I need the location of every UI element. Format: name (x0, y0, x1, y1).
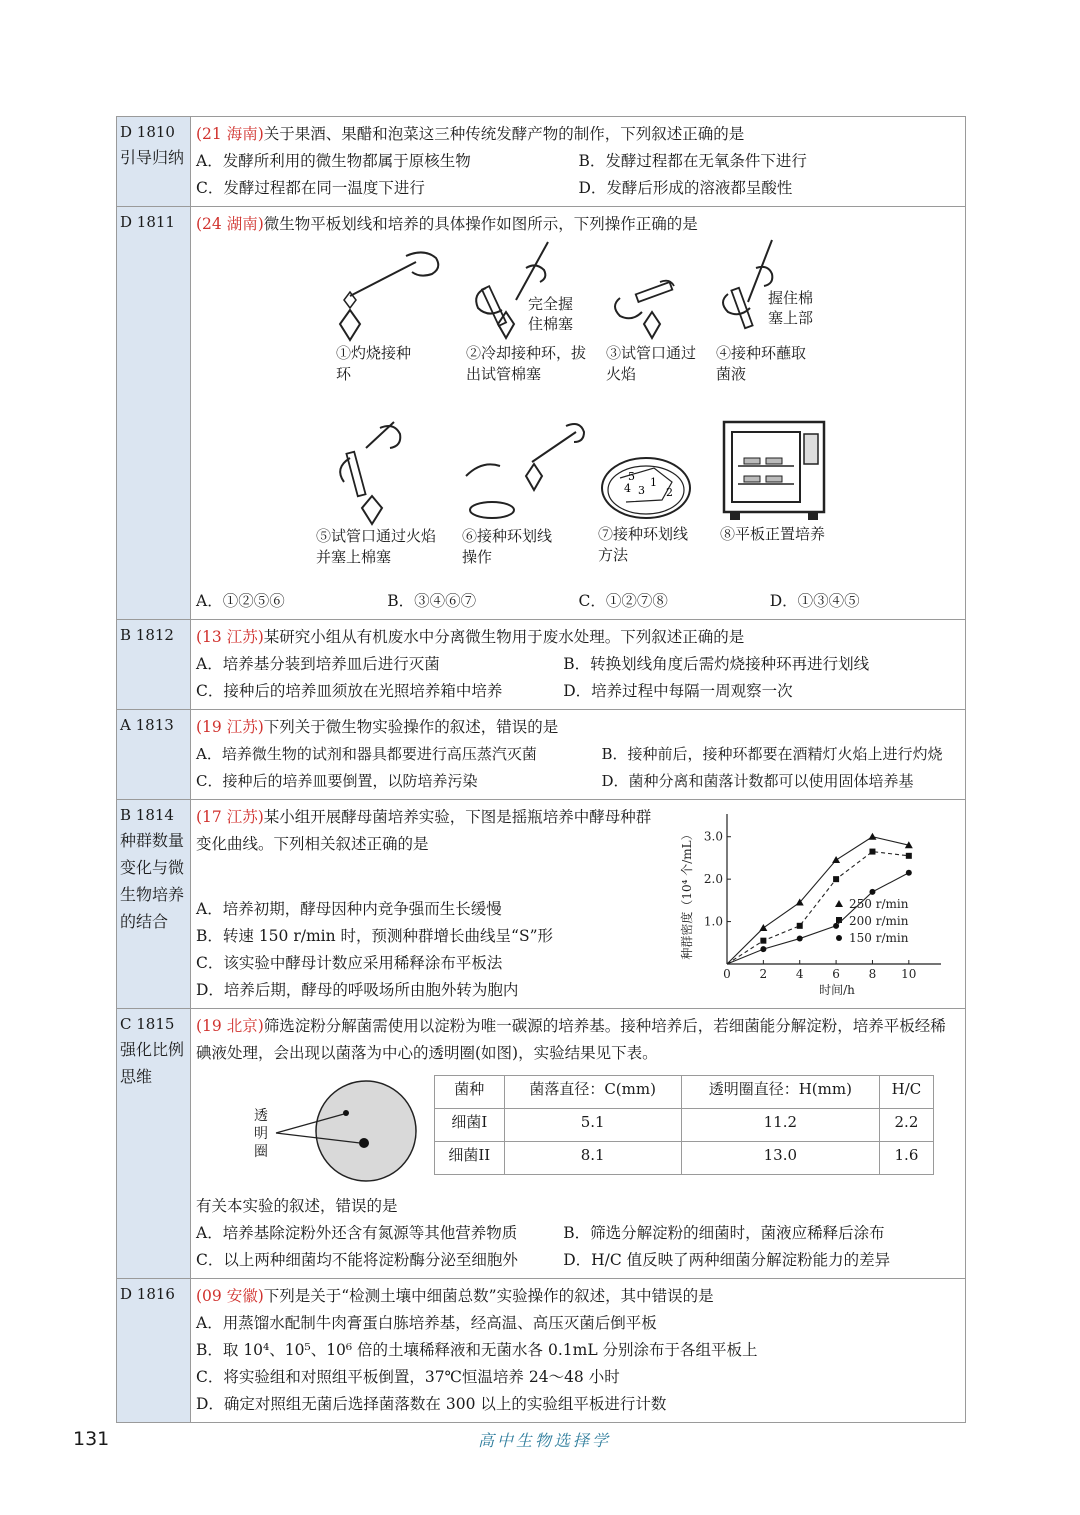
question-body (191, 117, 966, 207)
legend-entry: 200 r/min (849, 914, 909, 928)
question-row (117, 1279, 966, 1423)
figure-caption: ④接种环蘸取菌液 (716, 344, 807, 383)
option-b: B．接种前后，接种环都要在酒精灯火焰上进行灼烧 (601, 745, 943, 763)
option-list (196, 588, 961, 615)
figure-step-2 (466, 238, 596, 385)
svg-text:1: 1 (650, 476, 657, 489)
question-label (117, 1279, 191, 1423)
table-cell: 2.2 (879, 1109, 933, 1142)
figure-step-8 (720, 420, 860, 545)
question-id: D 1810 (120, 123, 175, 141)
question-topic: 引导归纳 (120, 148, 185, 167)
question-row (117, 800, 966, 1009)
question-stem: 下列是关于“检测土壤中细菌总数”实验操作的叙述，其中错误的是 (263, 1287, 714, 1305)
svg-text:3: 3 (638, 484, 645, 497)
question-source: (09 安徽) (196, 1287, 264, 1305)
option-d: D．菌种分离和菌落计数都可以使用固体培养基 (601, 772, 914, 790)
question-stem: 微生物平板划线和培养的具体操作如图所示，下列操作正确的是 (263, 215, 698, 233)
option-c: C．接种后的培养皿须放在光照培养箱中培养 (196, 682, 503, 700)
question-row (117, 710, 966, 800)
legend-entry: 150 r/min (849, 931, 909, 945)
option-a: A．用蒸馏水配制牛肉膏蛋白胨培养基，经高温、高压灭菌后倒平板 (196, 1314, 657, 1332)
question-row (117, 207, 966, 620)
figure-step-1 (336, 248, 446, 385)
question-body (191, 710, 966, 800)
question-label (117, 207, 191, 620)
option-a: A．培养初期，酵母因种内竞争强而生长缓慢 (196, 900, 502, 918)
option-b: B．转速 150 r/min 时，预测种群增长曲线呈“S”形 (196, 927, 553, 945)
question-source: (19 北京) (196, 1017, 264, 1035)
table-cell: 11.2 (681, 1109, 879, 1142)
table-cell: 8.1 (504, 1142, 681, 1175)
question-label (117, 800, 191, 1009)
option-d: D．①③④⑤ (769, 592, 860, 610)
legend-entry: 250 r/min (849, 897, 909, 911)
question-id: D 1811 (120, 213, 175, 231)
question-prompt: 有关本实验的叙述，错误的是 (196, 1197, 398, 1215)
data-point (760, 946, 766, 952)
y-tick-label: 1.0 (703, 914, 723, 929)
data-point (760, 938, 766, 944)
legend-marker (836, 935, 842, 941)
tube-flame-icon (606, 258, 706, 343)
question-id: B 1812 (120, 626, 174, 644)
question-topic: 种群数量变化与微生物培养的结合 (120, 831, 185, 931)
data-point (833, 876, 839, 882)
figure-caption: ⑦接种环划线方法 (598, 525, 689, 564)
figure-label: 握住棉塞上部 (768, 289, 814, 327)
data-point (832, 856, 840, 863)
option-list (196, 148, 961, 202)
svg-text:4: 4 (624, 482, 631, 495)
question-label (117, 710, 191, 800)
tube-plug-icon (316, 418, 446, 526)
figure-caption: ②冷却接种环，拔出试管棉塞 (466, 344, 587, 383)
table-cell: 13.0 (681, 1142, 879, 1175)
question-row (117, 620, 966, 710)
question-row (117, 117, 966, 207)
data-point (833, 923, 839, 929)
x-tick-label: 4 (795, 967, 804, 981)
option-c: C．①②⑦⑧ (578, 592, 668, 610)
x-tick-label: 10 (901, 967, 917, 981)
procedure-figures (196, 238, 961, 588)
figure-caption: ⑤试管口通过火焰并塞上棉塞 (316, 527, 437, 566)
option-d: D．确定对照组无菌后选择菌落数在 300 以上的实验组平板进行计数 (196, 1395, 667, 1413)
option-a: A．培养微生物的试剂和器具都要进行高压蒸汽灭菌 (196, 745, 537, 763)
table-header: 菌种 (435, 1076, 505, 1109)
option-b: B．③④⑥⑦ (387, 592, 477, 610)
option-b: B．筛选分解淀粉的细菌时，菌液应稀释后涂布 (563, 1224, 885, 1242)
option-d: D．培养后期，酵母的呼吸场所由胞外转为胞内 (196, 981, 519, 999)
results-table (434, 1075, 934, 1175)
x-tick-label: 2 (759, 967, 768, 981)
question-topic: 强化比例思维 (120, 1040, 185, 1086)
option-b: B．发酵过程都在无氧条件下进行 (578, 152, 807, 170)
table-cell: 1.6 (879, 1142, 933, 1175)
question-stem: 某研究小组从有机废水中分离微生物用于废水处理。下列叙述正确的是 (263, 628, 745, 646)
question-id: A 1813 (120, 716, 174, 734)
figure-step-7 (598, 438, 708, 566)
question-source: (13 江苏) (196, 628, 264, 646)
petri-dish-clear-zone (256, 1073, 456, 1193)
x-tick-label: 0 (723, 967, 731, 981)
option-b: B．取 10⁴、10⁵、10⁶ 倍的土壤稀释液和无菌水各 0.1mL 分别涂布于各组平板上 (196, 1341, 758, 1359)
option-list (196, 651, 961, 705)
question-stem: 筛选淀粉分解菌需使用以淀粉为唯一碳源的培养基。接种培养后，若细菌能分解淀粉，培养平板经稀碘液处理，会出现以菌落为中心的透明圈(如图)，实验结果见下表。 (196, 1017, 946, 1062)
question-body (191, 620, 966, 710)
incubator-icon (720, 420, 830, 524)
page-number: 131 (73, 1428, 110, 1450)
question-label (117, 620, 191, 710)
question-source: (17 江苏) (196, 808, 264, 826)
option-list (196, 1220, 961, 1274)
data-point (868, 833, 876, 840)
table-cell: 细菌I (435, 1109, 505, 1142)
y-tick-label: 3.0 (703, 829, 723, 844)
table-row (435, 1109, 934, 1142)
svg-text:2: 2 (666, 486, 673, 499)
option-c: C．将实验组和对照组平板倒置，37℃恒温培养 24～48 小时 (196, 1368, 620, 1386)
option-c: C．以上两种细菌均不能将淀粉酶分泌至细胞外 (196, 1251, 518, 1269)
question-body (191, 1009, 966, 1279)
svg-text:5: 5 (628, 470, 635, 483)
question-label (117, 117, 191, 207)
figure-caption: ⑥接种环划线操作 (462, 527, 553, 566)
population-density-chart (677, 804, 957, 999)
figure-step-4 (716, 238, 856, 385)
table-header: 透明圈直径：H(mm) (681, 1076, 879, 1109)
option-a: A．发酵所利用的微生物都属于原核生物 (196, 152, 471, 170)
figure-step-3 (606, 258, 706, 385)
question-source: (21 海南) (196, 125, 264, 143)
x-tick-label: 8 (868, 967, 877, 981)
figure-caption: ①灼烧接种环 (336, 344, 412, 383)
option-a: A．培养基分装到培养皿后进行灭菌 (196, 655, 440, 673)
legend-marker (835, 900, 843, 907)
question-body (191, 1279, 966, 1423)
question-id: D 1816 (120, 1285, 175, 1303)
y-tick-label: 2.0 (703, 872, 723, 887)
question-stem: 某小组开展酵母菌培养实验，下图是摇瓶培养中酵母种群变化曲线。下列相关叙述正确的是 (196, 808, 652, 853)
option-list (196, 741, 961, 795)
table-row (435, 1142, 934, 1175)
table-header: H/C (879, 1076, 933, 1109)
option-d: D．培养过程中每隔一周观察一次 (563, 682, 793, 700)
question-stem: 关于果酒、果醋和泡菜这三种传统发酵产物的制作，下列叙述正确的是 (263, 125, 745, 143)
question-id: B 1814 (120, 806, 174, 824)
table-cell: 细菌II (435, 1142, 505, 1175)
y-axis-label: 种群密度（10⁴ 个/mL） (680, 828, 694, 960)
option-a: A．①②⑤⑥ (196, 592, 285, 610)
option-c: C．接种后的培养皿要倒置，以防培养污染 (196, 772, 478, 790)
question-row (117, 1009, 966, 1279)
flame-loop-icon (336, 248, 446, 343)
question-body (191, 207, 966, 620)
table-cell: 5.1 (504, 1109, 681, 1142)
data-point (797, 923, 803, 929)
figure-step-6 (462, 418, 592, 568)
data-point (869, 849, 875, 855)
option-a: A．培养基除淀粉外还含有氮源等其他营养物质 (196, 1224, 518, 1242)
figure-label: 完全握住棉塞 (528, 295, 574, 333)
question-id: C 1815 (120, 1015, 175, 1033)
question-stem: 下列关于微生物实验操作的叙述，错误的是 (263, 718, 559, 736)
option-c: C．发酵过程都在同一温度下进行 (196, 179, 425, 197)
figure-caption: ⑧平板正置培养 (720, 525, 826, 543)
option-d: D．H/C 值反映了两种细菌分解淀粉能力的差异 (563, 1251, 891, 1269)
question-table (116, 116, 966, 1423)
x-tick-label: 6 (832, 967, 840, 981)
streak-plate-icon (462, 418, 592, 526)
data-point (797, 936, 803, 942)
dish-and-table (196, 1067, 961, 1193)
data-point (869, 889, 875, 895)
question-source: (19 江苏) (196, 718, 264, 736)
footer-title: 高中生物选择学 (478, 1431, 612, 1450)
petri-dish-icon (598, 438, 698, 524)
dish-label: 透明圈 (254, 1108, 268, 1160)
data-point (759, 924, 767, 931)
question-body (191, 800, 966, 1009)
x-axis-label: 时间/h (819, 983, 855, 997)
option-b: B．转换划线角度后需灼烧接种环再进行划线 (563, 655, 870, 673)
table-header: 菌落直径：C(mm) (504, 1076, 681, 1109)
option-c: C．该实验中酵母计数应采用稀释涂布平板法 (196, 954, 503, 972)
option-d: D．发酵后形成的溶液都呈酸性 (578, 179, 793, 197)
legend-marker (836, 917, 842, 923)
data-point (906, 853, 912, 859)
question-label (117, 1009, 191, 1279)
data-point (906, 870, 912, 876)
figure-caption: ③试管口通过火焰 (606, 344, 697, 383)
figure-step-5 (316, 418, 446, 568)
question-source: (24 湖南) (196, 215, 264, 233)
